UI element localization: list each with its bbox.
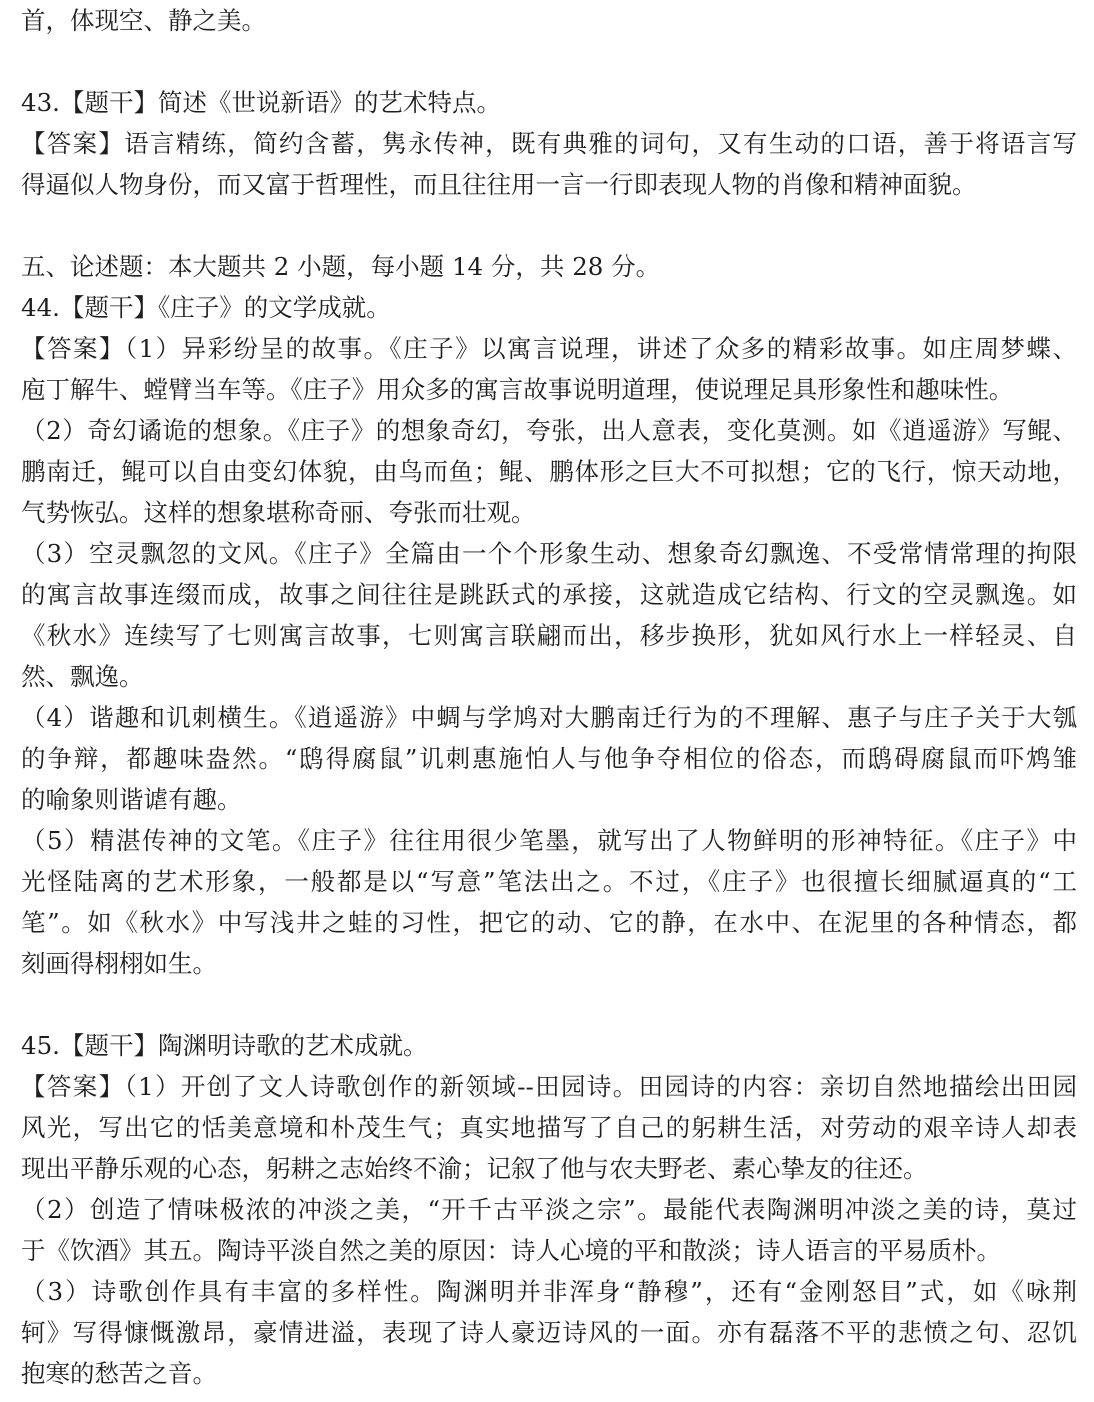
answer-line: 的争辩，都趣味盎然。“鸱得腐鼠”讥刺惠施怕人与他争夺相位的俗态，而鸱碍腐鼠而吓鸩雏: [21, 744, 1077, 773]
answer-line: 刻画得栩栩如生。: [21, 949, 217, 978]
answer-line: （4）谐趣和讥刺横生。《逍遥游》中蜩与学鸠对大鹏南迁行为的不理解、惠子与庄子关于大瓠: [21, 703, 1077, 732]
answer-line: （5）精湛传神的文笔。《庄子》往往用很少笔墨，就写出了人物鲜明的形神特征。《庄子》中: [21, 826, 1077, 855]
section-title: 五、论述题：本大题共 2 小题，每小题 14 分，共 28 分。: [21, 252, 661, 281]
question-43: [21, 82, 1077, 205]
answer-line: （2）创造了情味极浓的冲淡之美，“开千古平淡之宗”。最能代表陶渊明冲淡之美的诗，莫过: [21, 1195, 1077, 1224]
answer-line: 风光，写出它的恬美意境和朴茂生气；真实地描写了自己的躬耕生活，对劳动的艰辛诗人却表: [21, 1113, 1077, 1142]
document-page: [21, 0, 1077, 1394]
question-45: [21, 1025, 1077, 1394]
answer-line: 《秋水》连续写了七则寓言故事，七则寓言联翩而出，移步换形，犹如风行水上一样轻灵、自: [21, 621, 1077, 650]
answer-line: 然、飘逸。: [21, 662, 144, 691]
answer-line: 现出平静乐观的心态，躬耕之志始终不渝；记叙了他与农夫野老、素心挚友的往还。: [21, 1154, 928, 1183]
section-heading: [21, 246, 1077, 287]
question-stem: 45.【题干】陶渊明诗歌的艺术成就。: [21, 1031, 428, 1060]
answer-line: 庖丁解牛、螳臂当车等。《庄子》用众多的寓言故事说明道理，使说理足具形象性和趣味性。: [21, 375, 1014, 404]
answer-line: 得逼似人物身份，而又富于哲理性，而且往往用一言一行即表现人物的肖像和精神面貌。: [21, 170, 977, 199]
answer-line: 的寓言故事连缀而成，故事之间往往是跳跃式的承接，这就造成它结构、行文的空灵飘逸。如: [21, 580, 1077, 609]
answer-line: 于《饮酒》其五。陶诗平淡自然之美的原因：诗人心境的平和散淡；诗人语言的平易质朴。: [21, 1236, 1001, 1265]
answer-line: 笔”。如《秋水》中写浅井之蛙的习性，把它的动、它的静，在水中、在泥里的各种情态，都: [21, 908, 1077, 937]
answer-line: 轲》写得慷慨激昂，豪情进溢，表现了诗人豪迈诗风的一面。亦有磊落不平的悲愤之句、忍饥: [21, 1318, 1077, 1347]
spacer: [21, 984, 1077, 1025]
text-line: 首，体现空、静之美。: [21, 6, 266, 35]
intro-paragraph: [21, 0, 1077, 41]
answer-line: 【答案】（1）开创了文人诗歌创作的新领域--田园诗。田园诗的内容：亲切自然地描绘出田园: [21, 1072, 1077, 1101]
answer-line: 鹏南迁，鲲可以自由变幻体貌，由鸟而鱼；鲲、鹏体形之巨大不可拟想；它的飞行，惊天动地，: [21, 457, 1077, 486]
answer-line: （3）诗歌创作具有丰富的多样性。陶渊明并非浑身“静穆”，还有“金刚怒目”式，如《咏荆: [21, 1277, 1077, 1306]
spacer: [21, 205, 1077, 246]
spacer: [21, 41, 1077, 82]
answer-line: 的喻象则谐谑有趣。: [21, 785, 242, 814]
answer-line: （3）空灵飘忽的文风。《庄子》全篇由一个个形象生动、想象奇幻飘逸、不受常情常理的拘限: [21, 539, 1077, 568]
answer-line: （2）奇幻谲诡的想象。《庄子》的想象奇幻，夸张，出人意表，变化莫测。如《逍遥游》写鲲、: [21, 416, 1077, 445]
answer-line: 气势恢弘。这样的想象堪称奇丽、夸张而壮观。: [21, 498, 536, 527]
answer-line: 【答案】（1）异彩纷呈的故事。《庄子》以寓言说理，讲述了众多的精彩故事。如庄周梦蝶、: [21, 334, 1077, 363]
question-44: [21, 287, 1077, 984]
answer-line: 抱寒的愁苦之音。: [21, 1359, 217, 1388]
answer-line: 【答案】语言精练，简约含蓄，隽永传神，既有典雅的词句，又有生动的口语，善于将语言写: [21, 129, 1077, 158]
answer-line: 光怪陆离的艺术形象，一般都是以“写意”笔法出之。不过，《庄子》也很擅长细腻逼真的“工: [21, 867, 1077, 896]
question-stem: 44.【题干】《庄子》的文学成就。: [21, 293, 391, 322]
question-stem: 43.【题干】简述《世说新语》的艺术特点。: [21, 88, 501, 117]
